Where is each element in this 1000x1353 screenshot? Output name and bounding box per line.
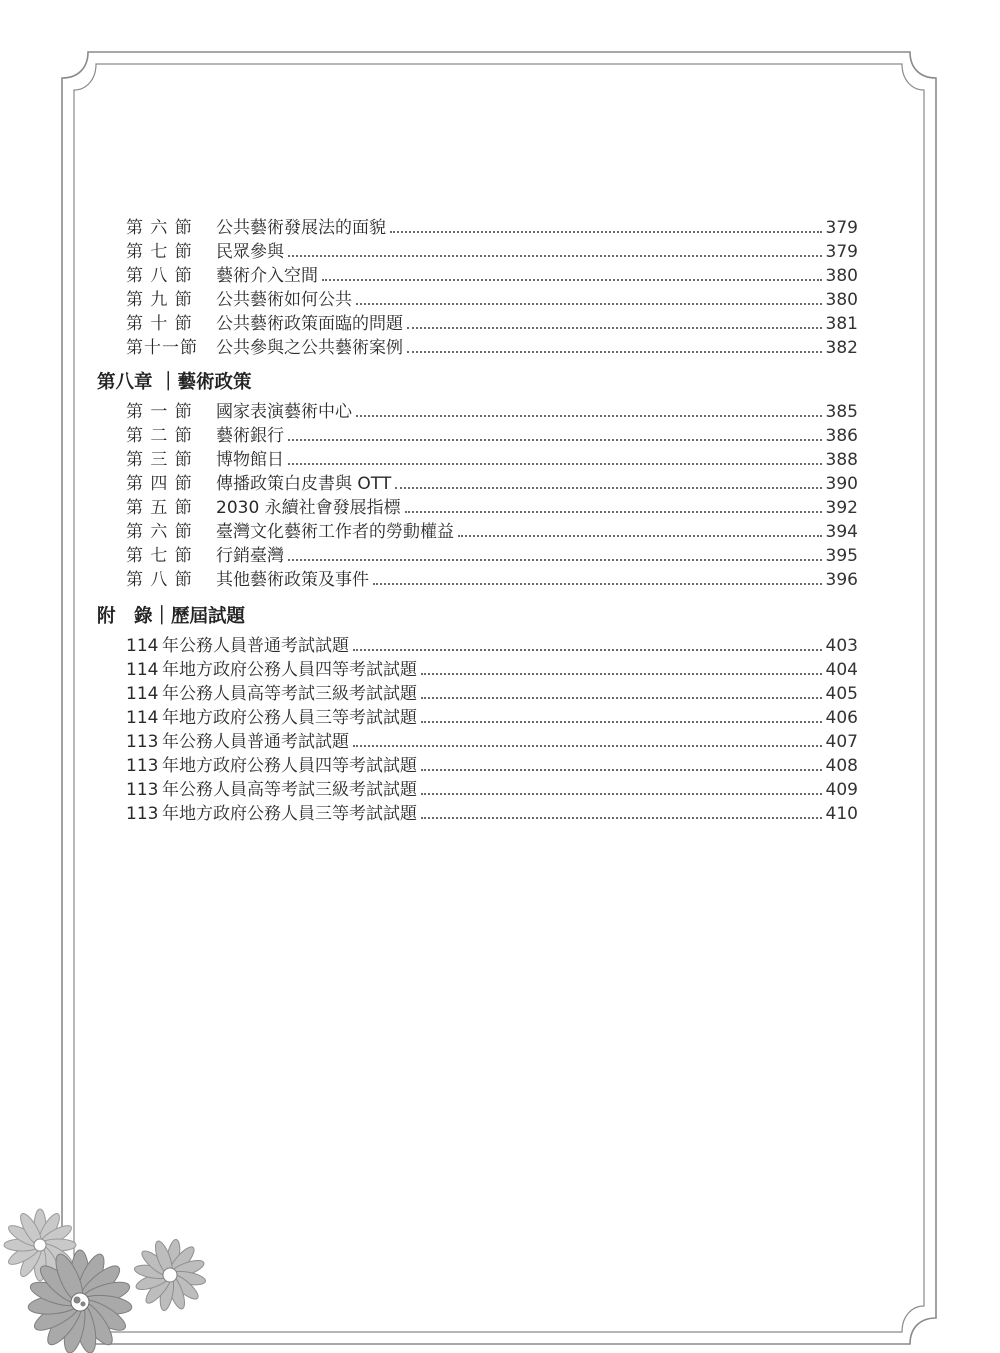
toc-entry[interactable] <box>126 706 858 730</box>
entry-title: 民眾參與 <box>216 242 284 262</box>
toc-entry[interactable] <box>126 682 858 706</box>
toc-entry[interactable] <box>126 730 858 754</box>
page-number: 403 <box>825 636 858 656</box>
toc-entry[interactable] <box>126 336 858 360</box>
toc-entry[interactable] <box>126 472 858 496</box>
page-number: 409 <box>825 780 858 800</box>
dot-leader <box>288 559 822 561</box>
entry-title: 年地方政府公務人員三等考試試題 <box>162 708 417 728</box>
dot-leader <box>353 745 822 747</box>
exam-year: 114 <box>126 684 159 704</box>
exam-year: 113 <box>126 732 159 752</box>
page-number: 379 <box>825 218 858 238</box>
section-number: 第 十 節 <box>126 314 193 334</box>
section-number: 第 八 節 <box>126 570 193 590</box>
chapter-heading[interactable]: 第八章 ｜藝術政策 <box>97 372 252 393</box>
section-number: 第 六 節 <box>126 522 193 542</box>
dot-leader <box>421 793 822 795</box>
exam-year: 113 <box>126 804 159 824</box>
section-number: 第 五 節 <box>126 498 193 518</box>
toc-entry[interactable] <box>126 658 858 682</box>
toc-entry[interactable] <box>126 288 858 312</box>
section-number: 第 六 節 <box>126 218 193 238</box>
page-number: 406 <box>825 708 858 728</box>
section-number: 第 二 節 <box>126 426 193 446</box>
page-number: 379 <box>825 242 858 262</box>
page-number: 381 <box>825 314 858 334</box>
dot-leader <box>407 351 822 353</box>
section-number: 第十一節 <box>126 338 198 358</box>
dot-leader <box>353 649 822 651</box>
section-number: 第 九 節 <box>126 290 193 310</box>
dot-leader <box>421 721 822 723</box>
toc-entry[interactable] <box>126 568 858 592</box>
page-number: 396 <box>825 570 858 590</box>
exam-year: 114 <box>126 636 159 656</box>
flower-decoration-icon <box>0 1190 250 1353</box>
page-number: 385 <box>825 402 858 422</box>
entry-title: 藝術介入空間 <box>216 266 318 286</box>
page-number: 380 <box>825 290 858 310</box>
exam-year: 113 <box>126 756 159 776</box>
page-number: 395 <box>825 546 858 566</box>
entry-title: 博物館日 <box>216 450 284 470</box>
entry-title: 行銷臺灣 <box>216 546 284 566</box>
page-number: 408 <box>825 756 858 776</box>
page-number: 390 <box>825 474 858 494</box>
appendix-heading[interactable]: 附 錄｜歷屆試題 <box>97 606 246 627</box>
dot-leader <box>322 279 822 281</box>
toc-entry[interactable] <box>126 216 858 240</box>
entry-title: 年地方政府公務人員四等考試試題 <box>162 756 417 776</box>
entry-title: 年地方政府公務人員四等考試試題 <box>162 660 417 680</box>
toc-entry[interactable] <box>126 400 858 424</box>
page-number: 382 <box>825 338 858 358</box>
section-number: 第 七 節 <box>126 242 193 262</box>
page-number: 405 <box>825 684 858 704</box>
toc-entry[interactable] <box>126 778 858 802</box>
toc-entry[interactable] <box>126 634 858 658</box>
entry-title: 公共藝術如何公共 <box>216 290 352 310</box>
page-number: 407 <box>825 732 858 752</box>
toc-entry[interactable] <box>126 496 858 520</box>
section-number: 第 三 節 <box>126 450 193 470</box>
entry-title: 公共藝術發展法的面貌 <box>216 218 386 238</box>
dot-leader <box>390 231 822 233</box>
dot-leader <box>421 697 822 699</box>
dot-leader <box>373 583 822 585</box>
dot-leader <box>407 327 822 329</box>
entry-title: 2030 永續社會發展指標 <box>216 498 401 518</box>
exam-year: 114 <box>126 708 159 728</box>
dot-leader <box>395 487 821 489</box>
page-number: 380 <box>825 266 858 286</box>
dot-leader <box>356 415 822 417</box>
dot-leader <box>288 439 822 441</box>
page-number: 392 <box>825 498 858 518</box>
section-number: 第 一 節 <box>126 402 193 422</box>
exam-year: 113 <box>126 780 159 800</box>
entry-title: 公共藝術政策面臨的問題 <box>216 314 403 334</box>
toc-entry[interactable] <box>126 448 858 472</box>
entry-title: 公共參與之公共藝術案例 <box>216 338 403 358</box>
exam-year: 114 <box>126 660 159 680</box>
entry-title: 其他藝術政策及事件 <box>216 570 369 590</box>
entry-title: 年地方政府公務人員三等考試試題 <box>162 804 417 824</box>
dot-leader <box>405 511 822 513</box>
page-number: 394 <box>825 522 858 542</box>
entry-title: 年公務人員普通考試試題 <box>162 732 349 752</box>
toc-entry[interactable] <box>126 424 858 448</box>
dot-leader <box>458 535 822 537</box>
section-number: 第 七 節 <box>126 546 193 566</box>
page-number: 388 <box>825 450 858 470</box>
toc-entry[interactable] <box>126 754 858 778</box>
entry-title: 年公務人員普通考試試題 <box>162 636 349 656</box>
page-number: 404 <box>825 660 858 680</box>
toc-entry[interactable] <box>126 544 858 568</box>
section-number: 第 八 節 <box>126 266 193 286</box>
toc-entry[interactable] <box>126 520 858 544</box>
entry-title: 傳播政策白皮書與 OTT <box>216 474 392 494</box>
toc-entry[interactable] <box>126 264 858 288</box>
entry-title: 年公務人員高等考試三級考試試題 <box>162 684 417 704</box>
dot-leader <box>288 255 822 257</box>
toc-entry[interactable] <box>126 240 858 264</box>
dot-leader <box>421 673 822 675</box>
entry-title: 年公務人員高等考試三級考試試題 <box>162 780 417 800</box>
entry-title: 臺灣文化藝術工作者的勞動權益 <box>216 522 454 542</box>
dot-leader <box>421 817 822 819</box>
section-number: 第 四 節 <box>126 474 193 494</box>
page-number: 386 <box>825 426 858 446</box>
dot-leader <box>356 303 822 305</box>
dot-leader <box>421 769 822 771</box>
entry-title: 藝術銀行 <box>216 426 284 446</box>
entry-title: 國家表演藝術中心 <box>216 402 352 422</box>
dot-leader <box>288 463 822 465</box>
toc-entry[interactable] <box>126 312 858 336</box>
toc-entry[interactable] <box>126 802 858 826</box>
page-number: 410 <box>825 804 858 824</box>
